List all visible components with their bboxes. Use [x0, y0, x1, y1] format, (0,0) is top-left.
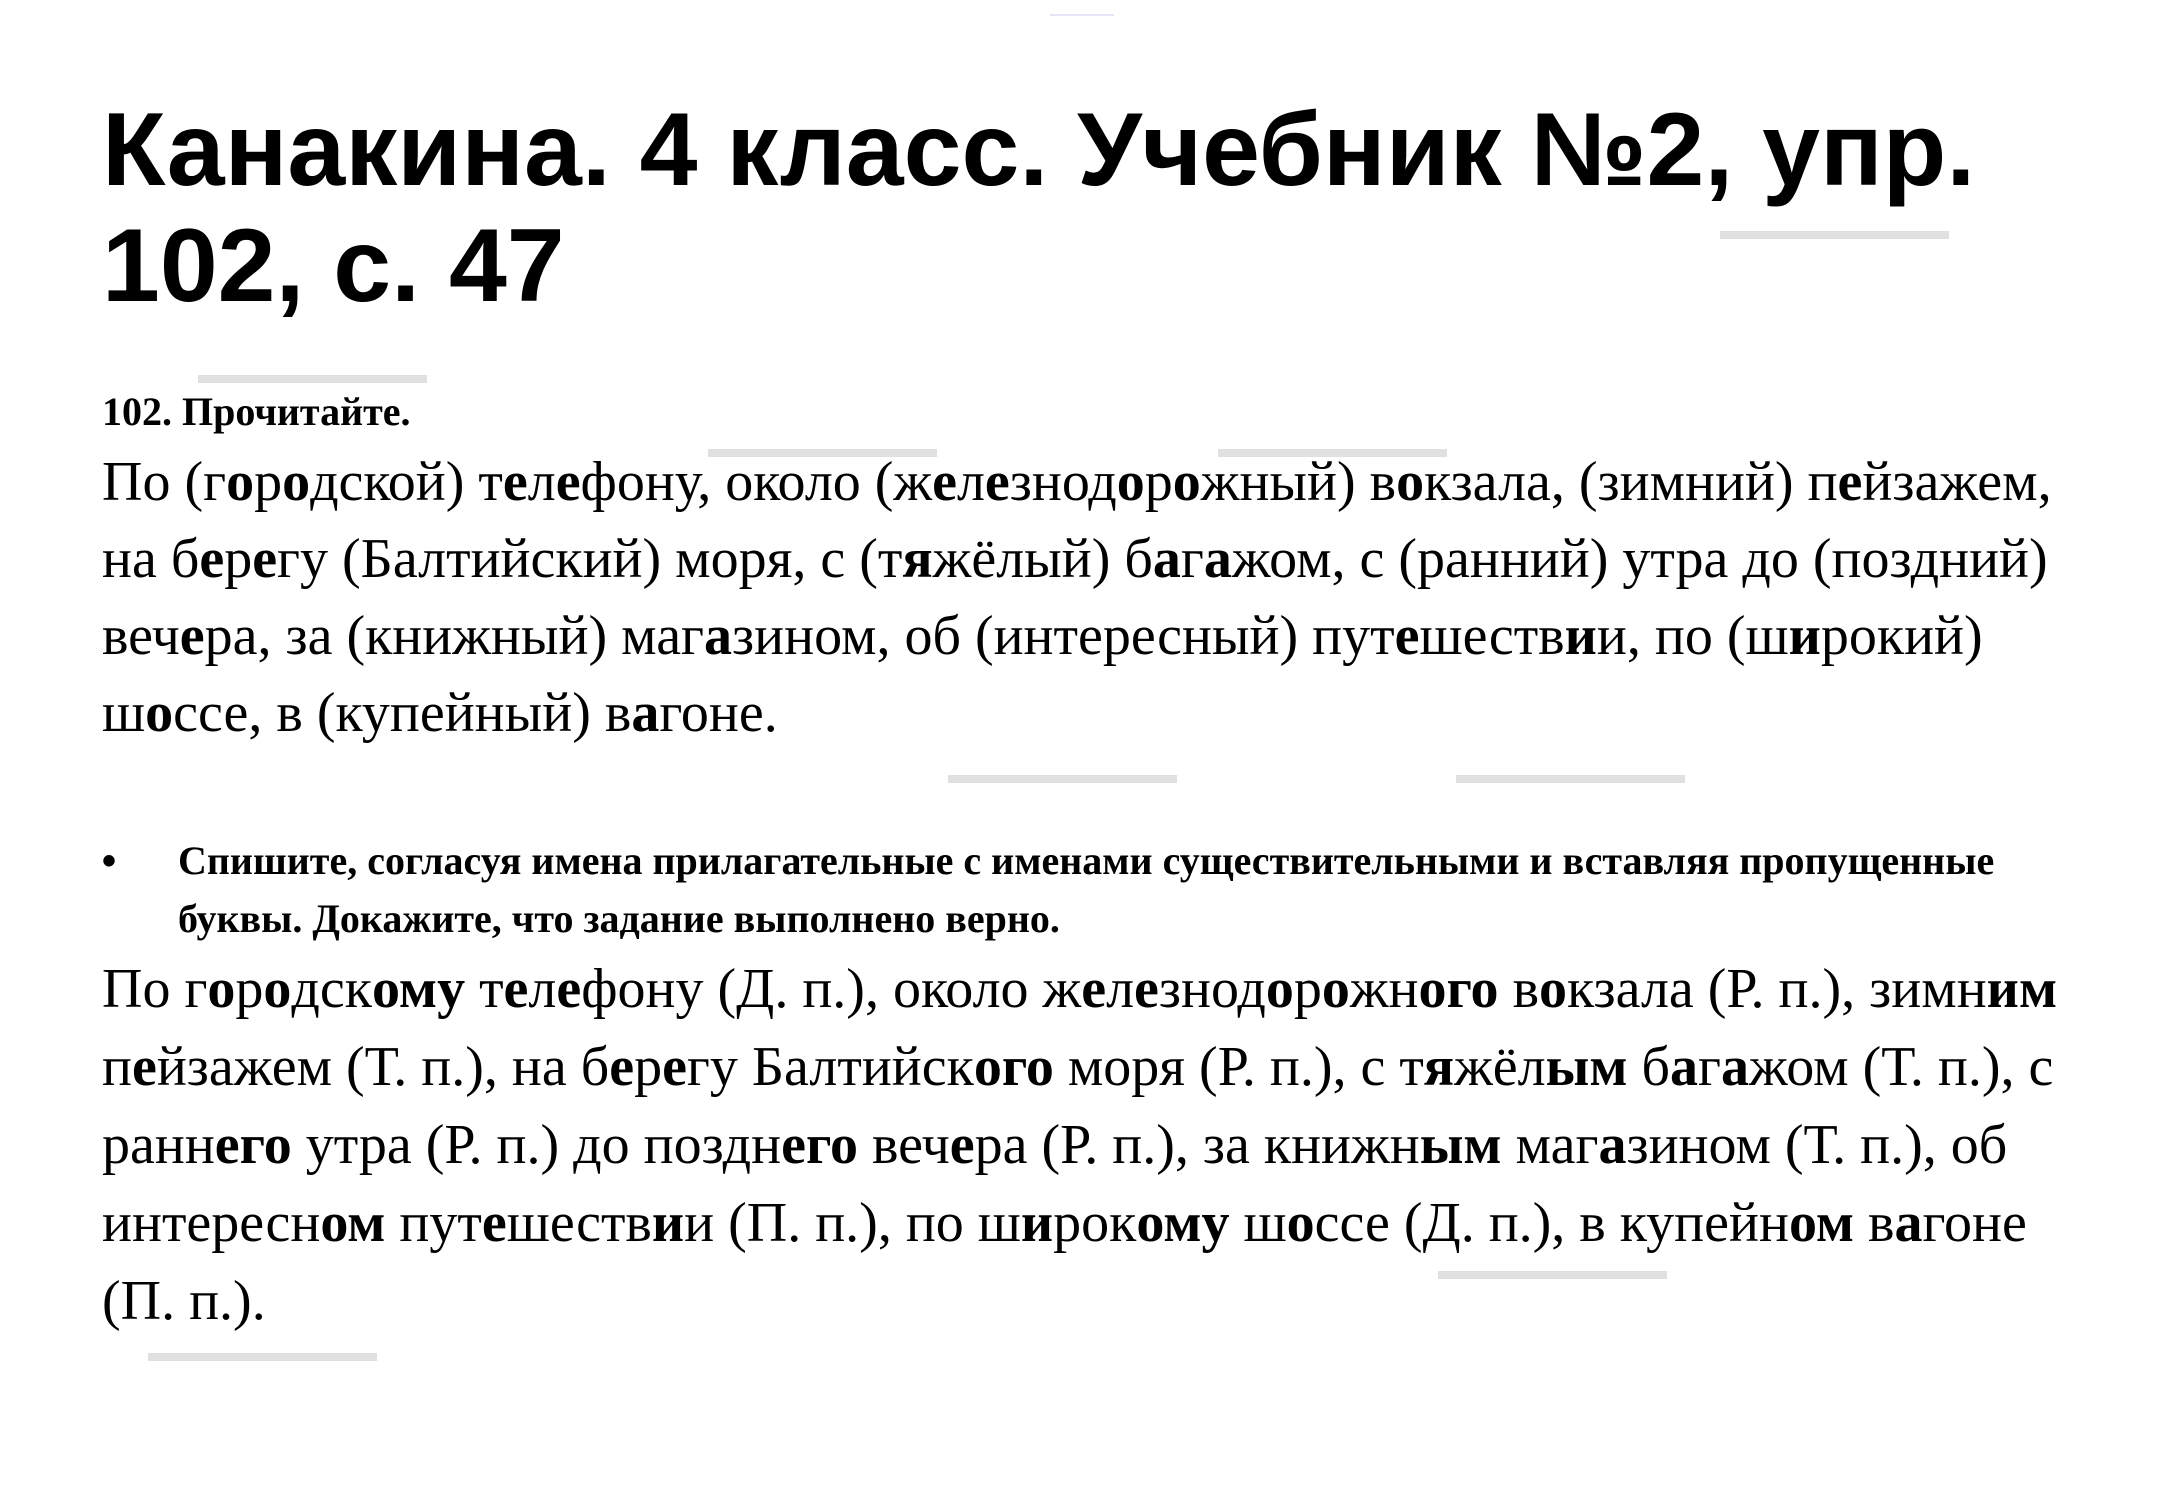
text-segment: л — [528, 958, 557, 1020]
text-segment: дской) т — [310, 451, 503, 513]
highlighted-letters: е — [556, 958, 582, 1020]
text-segment: п — [102, 958, 2072, 1098]
highlighted-letters: я — [1423, 1036, 1455, 1098]
highlighted-letters: о — [226, 451, 255, 513]
text-segment: л — [956, 451, 985, 513]
highlighted-letters: а — [704, 605, 733, 667]
highlighted-letters: о — [263, 958, 292, 1020]
text-segment: р — [224, 528, 253, 590]
highlighted-letters: е — [179, 605, 205, 667]
highlighted-letters: ому — [1136, 1192, 1230, 1254]
text-segment: ссе, в (купейный) в — [173, 682, 632, 744]
highlighted-letters: ом — [1788, 1192, 1855, 1254]
text-segment: шеств — [1419, 605, 1565, 667]
text-segment: л — [1106, 958, 1135, 1020]
highlighted-letters: а — [1720, 1036, 1749, 1098]
text-segment: дск — [291, 958, 372, 1020]
text-segment: р — [254, 451, 283, 513]
highlighted-letters: ому — [371, 958, 466, 1020]
highlighted-letters: о — [1321, 958, 1350, 1020]
highlighted-letters: о — [145, 682, 174, 744]
text-segment: моря (Р. п.), с т — [1053, 1036, 1424, 1098]
text-segment: жом (Т. п.), с ранн — [102, 1036, 2068, 1176]
highlighted-letters: ого — [973, 1036, 1054, 1098]
bullet-icon: • — [102, 839, 117, 883]
text-segment: гоне (П. п.). — [102, 1192, 2041, 1332]
text-segment: рок — [1053, 1192, 1137, 1254]
highlighted-letters: е — [949, 1114, 975, 1176]
text-segment: йзажем, на б — [102, 451, 2066, 590]
highlighted-letters: и — [1564, 605, 1597, 667]
highlighted-letters: ым — [1545, 1036, 1628, 1098]
highlighted-letters: е — [131, 1036, 157, 1098]
highlighted-letters: я — [902, 528, 933, 590]
highlighted-letters: его — [214, 1114, 292, 1176]
text-segment: кзала, (зимний) п — [1424, 451, 1838, 513]
text-segment: знод — [1158, 958, 1266, 1020]
highlighted-letters: е — [1081, 958, 1107, 1020]
highlighted-letters: е — [984, 451, 1010, 513]
text-segment: ра (Р. п.), за книжн — [974, 1114, 1420, 1176]
text-segment: жный) в — [1200, 451, 1397, 513]
task-text — [102, 444, 2066, 752]
text-segment: По (г — [102, 451, 227, 513]
highlighted-letters: о — [1265, 958, 1294, 1020]
text-segment: гу Балтийск — [686, 1036, 974, 1098]
text-segment: и, по (ш — [1596, 605, 1789, 667]
highlighted-letters: е — [1394, 605, 1420, 667]
highlighted-letters: а — [1598, 1114, 1627, 1176]
exercise-label: 102. Прочитайте. — [102, 389, 411, 434]
text-segment: кзала (Р. п.), зимн — [1567, 958, 1987, 1020]
text-segment: ра, за (книжный) маг — [204, 605, 705, 667]
highlighted-letters: о — [1172, 451, 1201, 513]
text-segment: б — [1627, 1036, 1670, 1098]
watermark-logo — [1456, 752, 1685, 802]
page-title: Канакина. 4 класс. Учебник №2, упр. 102, с. 47 — [102, 92, 1976, 324]
highlighted-letters: а — [1203, 528, 1232, 590]
text-segment: г — [1180, 528, 1204, 590]
text-segment: л — [527, 451, 556, 513]
text-segment: По г — [102, 958, 208, 1020]
text-segment: гоне. — [659, 682, 778, 744]
highlighted-letters: и — [651, 1192, 685, 1254]
highlighted-letters: его — [781, 1114, 859, 1176]
text-segment: т — [465, 958, 504, 1020]
text-segment: ссе (Д. п.), в купейн — [1314, 1192, 1789, 1254]
text-segment: в — [1498, 958, 1540, 1020]
highlighted-letters: е — [199, 528, 225, 590]
text-segment: йзажем (Т. п.), на б — [156, 1036, 610, 1098]
highlighted-letters: о — [1286, 1192, 1315, 1254]
watermark-logo — [948, 752, 1177, 802]
text-segment: р — [1144, 451, 1173, 513]
text-segment: знод — [1009, 451, 1117, 513]
highlighted-letters: о — [282, 451, 311, 513]
text-segment: веч — [858, 1114, 950, 1176]
text-segment: рокий) ш — [102, 605, 1997, 744]
watermark-logo — [1050, 6, 1114, 24]
text-segment: р — [235, 958, 264, 1020]
highlighted-letters: и — [1020, 1192, 1054, 1254]
text-segment: р — [1293, 958, 1322, 1020]
instruction-text: Спишите, согласуя имена прилагательные с именами существительными и вставляя пропущенные буквы. Докажите, что задание выполнено верно. — [178, 838, 1995, 941]
highlighted-letters: е — [1837, 451, 1863, 513]
text-segment: гу (Балтийский) моря, с (т — [277, 528, 903, 590]
text-segment: р — [634, 1036, 663, 1098]
highlighted-letters: и — [1788, 605, 1821, 667]
highlighted-letters: ом — [320, 1192, 386, 1254]
highlighted-letters: о — [1396, 451, 1425, 513]
highlighted-letters: е — [609, 1036, 635, 1098]
text-segment: г — [1697, 1036, 1721, 1098]
highlighted-letters: е — [555, 451, 581, 513]
highlighted-letters: е — [252, 528, 278, 590]
highlighted-letters: о — [1116, 451, 1145, 513]
text-segment: фону (Д. п.), около ж — [581, 958, 1082, 1020]
text-segment: шеств — [506, 1192, 652, 1254]
text-segment: ш — [1229, 1192, 1287, 1254]
highlighted-letters: а — [1152, 528, 1181, 590]
text-segment: пут — [385, 1192, 482, 1254]
text-segment: жом, с (ранний) утра до (поздний) веч — [102, 528, 2062, 667]
text-segment: жн — [1349, 958, 1419, 1020]
text-segment: в — [1854, 1192, 1895, 1254]
highlighted-letters: а — [1894, 1192, 1923, 1254]
highlighted-letters: е — [502, 451, 528, 513]
instruction — [102, 832, 2002, 948]
text-segment: зином (Т. п.), об интересн — [102, 1114, 2022, 1254]
highlighted-letters: ого — [1418, 958, 1499, 1020]
highlighted-letters: е — [1134, 958, 1159, 1020]
highlighted-letters: а — [631, 682, 660, 744]
text-segment: и (П. п.), по ш — [684, 1192, 1021, 1254]
highlighted-letters: е — [503, 958, 529, 1020]
text-segment: фону, около (ж — [580, 451, 933, 513]
text-segment: жёл — [1454, 1036, 1546, 1098]
highlighted-letters: им — [1986, 958, 2058, 1020]
highlighted-letters: е — [662, 1036, 687, 1098]
highlighted-letters: а — [1669, 1036, 1698, 1098]
text-segment: утра (Р. п.) до поздн — [291, 1114, 782, 1176]
highlighted-letters: е — [932, 451, 957, 513]
text-segment: маг — [1501, 1114, 1599, 1176]
highlighted-letters: е — [481, 1192, 507, 1254]
highlighted-letters: ым — [1419, 1114, 1502, 1176]
text-segment: жёлый) б — [932, 528, 1153, 590]
text-segment: зином, об (интересный) пут — [732, 605, 1395, 667]
answer-text — [102, 950, 2102, 1340]
highlighted-letters: о — [1539, 958, 1568, 1020]
highlighted-letters: о — [207, 958, 236, 1020]
